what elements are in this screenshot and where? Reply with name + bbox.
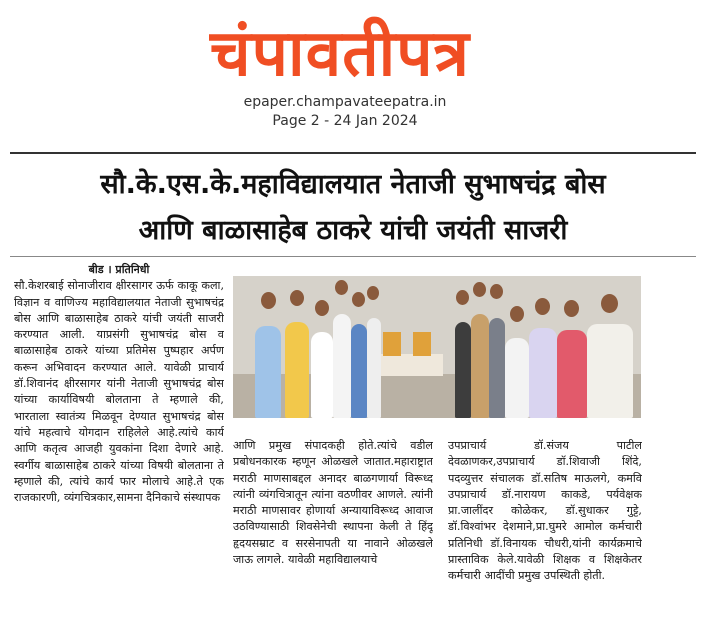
masthead (0, 0, 706, 148)
headline-line-1: सौ.के.एस.के.महाविद्यालयात नेताजी सुभाषचंद्र बोस (100, 169, 606, 200)
article-column-1 (14, 262, 224, 624)
top-rule (10, 152, 696, 154)
headline-line-2: आणि बाळासाहेब ठाकरे यांची जयंती साजरी (138, 215, 568, 246)
page-info: Page 2 - 24 Jan 2024 (272, 113, 418, 129)
column-2-text: आणि प्रमुख संपादकही होते.त्यांचे वडील प्रबोधनकारक म्हणून ओळखले जातात.महाराष्ट्रात मराठी माणसाबद्दल अनादर बाळगणार्या विरूध्द त्यांनी व्यंगचित्रातून त्यांना वठणीवर आणले. त्यांनी मराठी माणसावर होणार्या अन्यायाविरूध्द आवाज उठविण्यासाठी शिवसेनेची स्थापना केली ते हिंदू हृदयसम्राट व सरसेनापती या नावाने ओळखले जाऊ लागले. यावेळी महाविद्यालयाचे (233, 439, 433, 567)
column-1-text: सौ.केशरबाई सोनाजीराव क्षीरसागर ऊर्फ काकू कला, विज्ञान व वाणिज्य महाविद्यालयात नेताजी सुभाषचंद्र बोस आणि बाळासाहेब ठाकरे यांची जयंती साजरी करण्यात आली. याप्रसंगी सुभाषचंद्र बोस व बाळासाहेब ठाकरे यांच्या प्रतिमेस पुष्पहार अर्पण करून अभिवादन करण्यात आले. यावेळी प्राचार्य डॉ.शिवानंद क्षीरसागर यांनी नेताजी सुभाषचंद्र बोस यांच्या कार्याविषयी बोलताना ते म्हणाले की, भारताला स्वातंत्र्य मिळवून देण्यात सुभाषचंद्र बोस यांचे महत्वाचे योगदान राहिलेले आहे.त्यांचे कार्य आणि कतृत्व आजही युवकांना दिशा देणारे आहे. स्वर्गीय बाळासाहेब ठाकरे यांच्या विषयी बोलताना ते म्हणाले की, त्यांचे कार्य फार मोलाचे आहे.ते एक राजकारणी, व्यंगचित्रकार,सामना दैनिकाचे संस्थापक (14, 279, 224, 505)
column-3-text: उपप्राचार्य डॉ.संजय पाटील देवळाणकर,उपप्राचार्य डॉ.शिवाजी शिंदे, पदव्युत्तर संचालक डॉ.सतिष माऊलगे, कमवि उपप्राचार्य डॉ.नारायण काकडे, पर्यवेक्षक प्रा.जालींदर कोळेकर, डॉ.सुधाकर गुट्टे, डॉ.विश्वांभर देशमाने,प्रा.घुमरे आमोल कर्मचारी प्रतिनिधी डॉ.विनायक चौधरी,यांनी कार्यक्रमाचे प्रास्ताविक केले.यावेळी शिक्षक व शिक्षकेतर कर्मचारी आदींची प्रमुख उपस्थिती होती. (448, 439, 642, 583)
headline-rule (10, 256, 696, 257)
epaper-url: epaper.champavateepatra.in (243, 94, 447, 110)
article-column-3 (448, 438, 642, 628)
event-photo (233, 276, 641, 418)
newspaper-logo: चंपावतीपत्र (210, 17, 470, 91)
dateline: बीड । प्रतिनिधी (88, 263, 150, 276)
article-column-2 (233, 438, 433, 628)
